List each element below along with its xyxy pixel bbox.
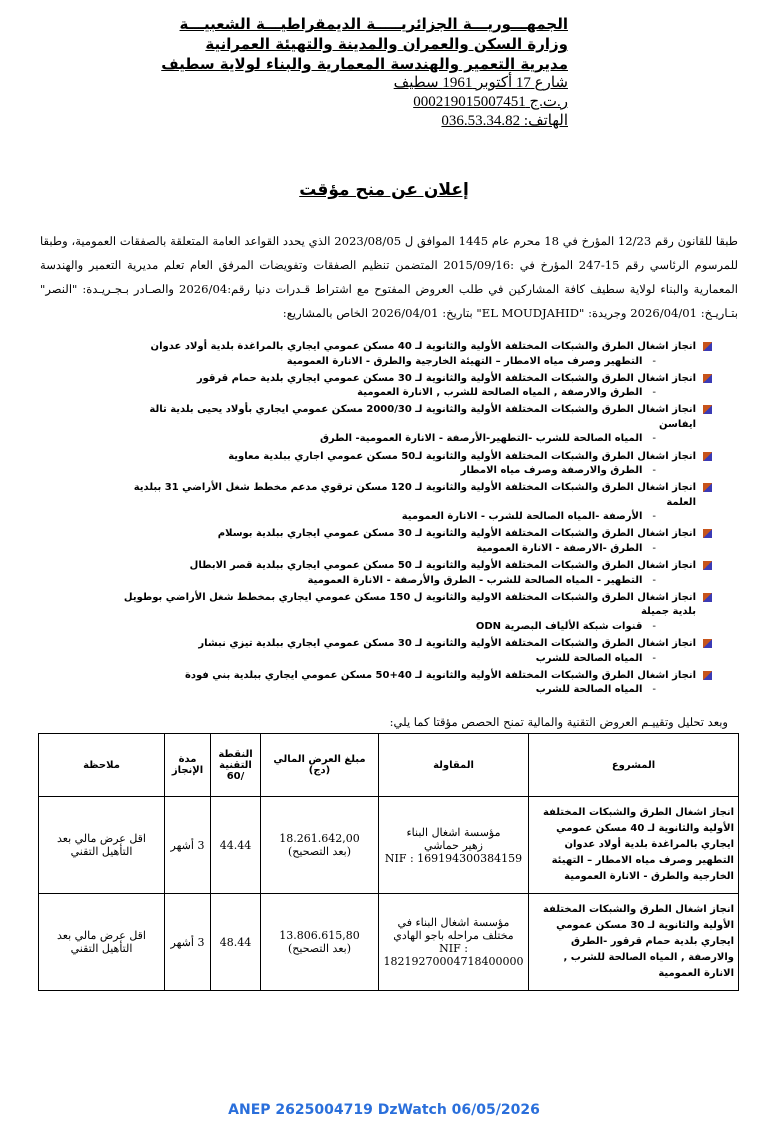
projects-list	[120, 340, 712, 700]
project-name: انجاز اشغال الطرق والشبكات المختلفة الأولية والثانوية لـ 30 مسكن عمومي ايجاري ببلدية تيزي نبشار	[198, 638, 696, 649]
ministry-name: وزارة السكن والعمران والمدينة والتهيئة العمرانية	[205, 35, 568, 53]
letterhead	[161, 14, 568, 131]
project-name: انجاز اشغال الطرق والشبكات المختلفة الأولية والثانوية لـ 30 مسكن عمومي ايجاري ببلدية بوسلام	[217, 528, 696, 540]
project-detail: - الطرق -الارصفة - الانارة العمومية	[120, 542, 696, 557]
amount-value: 13.806.615,80	[279, 929, 360, 942]
cell-amount	[261, 894, 379, 991]
project-name: انجاز اشغال الطرق والشبكات المختلفة الاولية والثانوية ل 150 مسكن عمومي ايجاري بمخطط شغل الأراضي بوطويل بلدية جميلة	[123, 591, 696, 618]
contractor-name: مؤسسة اشغال البناء في مختلف مراحله باجو الهادي	[393, 916, 514, 942]
footer-reference: ANEP 2625004719 DzWatch 06/05/2026	[228, 1102, 540, 1118]
list-item	[120, 372, 712, 401]
arrow-bullet-icon	[703, 639, 712, 648]
project-detail: - المياه الصالحة للشرب -التطهير-الأرصفة - الانارة العمومية- الطرق	[120, 432, 696, 447]
arrow-bullet-icon	[703, 529, 712, 538]
cell-project: انجاز اشغال الطرق والشبكات المختلفة الأولية والثانوية لـ 30 مسكن عمومي ايجاري بلدية حمام قرقور -الطرق والارصفة , المياه الصالحة للشرب , الانارة العمومية	[529, 894, 739, 991]
arrow-bullet-icon	[703, 671, 712, 680]
address: شارع 17 أكتوبر 1961 سطيف	[393, 75, 568, 91]
list-item	[120, 669, 712, 698]
cell-note: اقل عرض مالي بعد التأهيل التقني	[39, 894, 165, 991]
header-project: المشروع	[529, 734, 739, 797]
award-table	[38, 733, 739, 991]
cell-duration: 3 أشهر	[165, 894, 211, 991]
list-item	[120, 481, 712, 525]
rtc-number: ر.ت.ج 000219015007451	[413, 94, 568, 110]
header-amount: مبلغ العرض المالي (دج)	[261, 734, 379, 797]
project-detail: - قنوات شبكة الألياف البصرية ODN	[120, 620, 696, 635]
cell-contractor	[379, 894, 529, 991]
amount-value: 18.261.642,00	[279, 832, 360, 845]
list-item	[120, 403, 712, 447]
cell-score: 44.44	[211, 797, 261, 894]
header-score: النقطة التقنية /60	[211, 734, 261, 797]
cell-duration: 3 أشهر	[165, 797, 211, 894]
cell-amount	[261, 797, 379, 894]
contractor-nif: NIF : 18219270004718400000	[383, 942, 524, 968]
arrow-bullet-icon	[703, 593, 712, 602]
document-title: إعلان عن منح مؤقت	[299, 180, 469, 200]
project-detail: - التطهير وصرف مياه الامطار – التهيئة الخارجية والطرق - الانارة العمومية	[120, 355, 696, 370]
contractor-person: زهير حماشي	[424, 838, 483, 852]
cell-project: انجاز اشغال الطرق والشبكات المختلفة الأولية والثانوية لـ 40 مسكن عمومي ايجاري بالمراغدة بلدية أولاد عدوان التطهير وصرف مياه الامطار – التهيئة الخارجية والطرق - الانارة العمومية	[529, 797, 739, 894]
header-duration: مدة الإنجاز	[165, 734, 211, 797]
project-detail: - المياه الصالحة للشرب	[120, 652, 696, 667]
arrow-bullet-icon	[703, 405, 712, 414]
directorate-name: مديرية التعمير والهندسة المعمارية والبناء لولاية سطيف	[161, 55, 568, 73]
arrow-bullet-icon	[703, 561, 712, 570]
header-note: ملاحظة	[39, 734, 165, 797]
arrow-bullet-icon	[703, 374, 712, 383]
table-row	[39, 797, 739, 894]
contractor-name: مؤسسة اشغال البناء	[406, 825, 501, 839]
arrow-bullet-icon	[703, 452, 712, 461]
republic-name: الجمهـــوريـــة الجزائريـــــة الديمقراطيـــة الشعبيـــة	[179, 15, 568, 33]
table-row	[39, 894, 739, 991]
project-name: انجاز اشغال الطرق والشبكات المختلفة الأولية والثانوية لـ 120 مسكن ترقوي مدعم مخطط شغل الأراضي 31 ببلدية العلمة	[133, 482, 696, 508]
project-detail: - الطرق والارصفة وصرف مياه الامطار	[120, 464, 696, 479]
cell-score: 48.44	[211, 894, 261, 991]
cell-note: اقل عرض مالي بعد التأهيل التقني	[39, 797, 165, 894]
project-detail: - التطهير - المياه الصالحة للشرب - الطرق والأرصفة - الانارة العمومية	[120, 574, 696, 589]
table-header-row	[39, 734, 739, 797]
project-name: انجاز اشغال الطرق والشبكات المختلفة الأولية والثانوية لـ50 مسكن عمومي اجاري ببلدية معاوية	[228, 450, 696, 462]
amount-note: (بعد التصحيح)	[287, 845, 351, 858]
project-name: انجاز اشغال الطرق والشبكات المختلفة الأولية والثانوية لـ 30 مسكن عمومي ايجاري بلدية حمام قرقور	[196, 372, 696, 384]
arrow-bullet-icon	[703, 342, 712, 351]
list-item	[120, 340, 712, 369]
project-detail: - المياه الصالحة للشرب	[120, 683, 696, 698]
contractor-nif: NIF : 169194300384159	[384, 851, 523, 865]
project-detail: - الأرصفة -المياه الصالحة للشرب - الانارة العمومية	[120, 510, 696, 525]
phone-number: الهاتف: 036.53.34.82	[441, 113, 568, 129]
project-name: انجاز اشغال الطرق والشبكات المختلفة الأولية والثانوية لـ 40 مسكن عمومي ايجاري بالمراغدة بلدية أولاد عدوان	[150, 341, 696, 352]
list-item	[120, 450, 712, 479]
amount-note: (بعد التصحيح)	[287, 942, 351, 955]
list-item	[120, 559, 712, 588]
arrow-bullet-icon	[703, 483, 712, 492]
list-item	[120, 527, 712, 556]
project-name: انجاز اشغال الطرق والشبكات المختلفة الأولية والثانوية لـ 2000/30 مسكن عمومي ايجاري بأولاد يحيى بلدية تالة ايفاسن	[149, 404, 696, 430]
project-name: انجاز اشغال الطرق والشبكات المختلفة الأولية والثانوية لـ 40+50 مسكن عمومي ايجاري ببلدية بني فودة	[184, 669, 696, 681]
header-contractor: المقاولة	[379, 734, 529, 797]
list-item	[120, 637, 712, 666]
evaluation-text: وبعد تحليل وتقييـم العروض التقنية والمالية تمنح الحصص مؤقتا كما يلي:	[389, 715, 728, 729]
cell-contractor	[379, 797, 529, 894]
list-item	[120, 591, 712, 635]
project-detail: - الطرق والارصفة , المياه الصالحة للشرب , الانارة العمومية	[120, 386, 696, 401]
intro-paragraph: طبقا للقانون رقم 12/23 المؤرخ في 18 محرم عام 1445 الموافق ل 2023/08/05 الذي يحدد القواعد العامة المتعلقة بالصفقات العمومية، وطبقا للمرسوم الرئاسي رقم 15-247 المؤرخ في :2015/09/16 المتضمن تنظيم الصفقات وتفويضات المرفق العام تعلم مديرية التعمير والهندسة المعمارية والبناء لولاية سطيف كافة المشاركين في طلب العروض المفتوح مع اشتراط قـدرات دنيا رقم:2026/04 والصـادر بـجـريـدة: "النصر" بتـاريـخ: 2026/04/01 وجريدة: "EL MOUDJAHID" بتاريخ: 2026/04/01 الخاص بالمشاريع:	[40, 234, 738, 320]
project-name: انجاز اشغال الطرق والشبكات المختلفة الأولية والثانوية لـ 50 مسكن عمومي ايجاري ببلدية قصر الابطال	[189, 560, 696, 572]
